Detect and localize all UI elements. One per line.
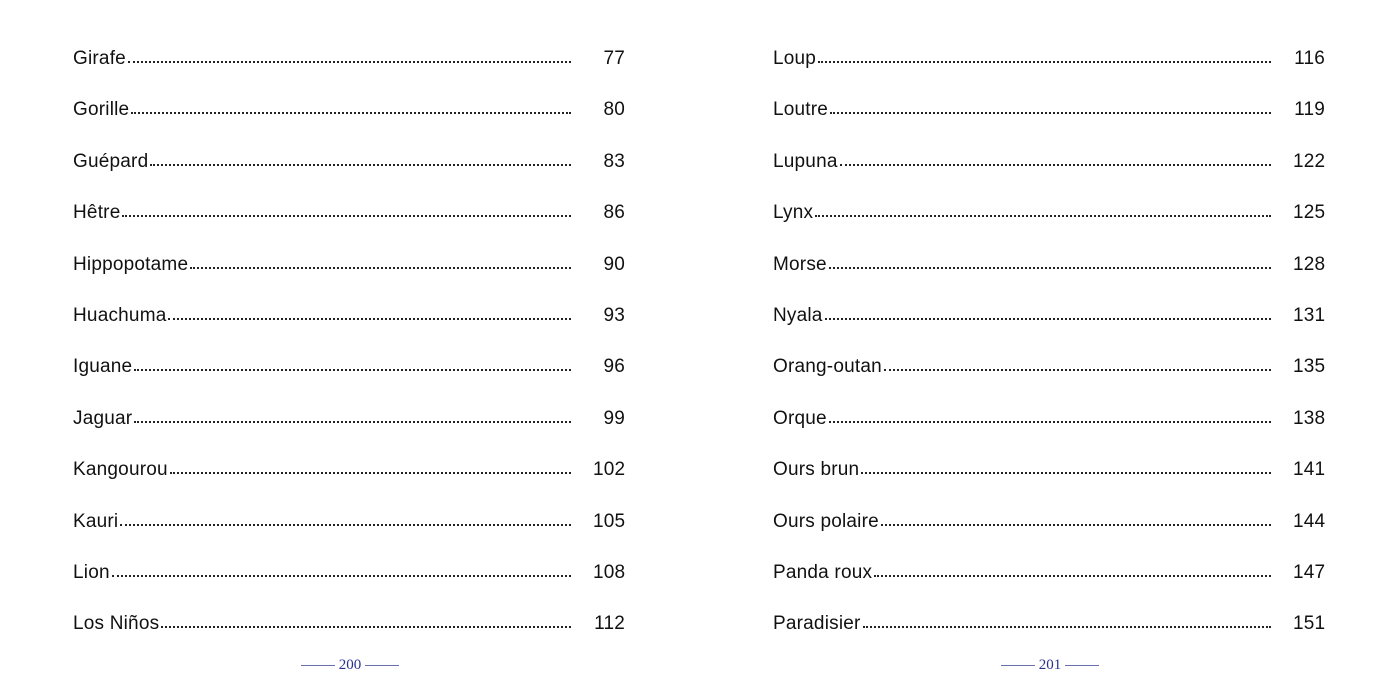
toc-entry-page-number: 77 bbox=[603, 48, 625, 69]
toc-entry-page-number: 119 bbox=[1294, 99, 1325, 121]
toc-entry-title: Ours brun bbox=[773, 459, 860, 481]
folio-rule-right bbox=[1065, 665, 1099, 666]
dot-leader bbox=[150, 163, 571, 166]
dot-leader bbox=[122, 214, 571, 217]
page-number-right: 201 bbox=[1038, 656, 1062, 673]
toc-entry bbox=[773, 290, 1325, 341]
toc-entry bbox=[773, 547, 1325, 598]
toc-entry bbox=[73, 290, 625, 341]
toc-entry-page-number: 147 bbox=[1293, 561, 1326, 583]
folio-rule-right bbox=[365, 665, 399, 666]
toc-entry-title: Ours polaire bbox=[773, 510, 879, 532]
dot-leader bbox=[861, 471, 1271, 474]
toc-entry-page-number: 86 bbox=[603, 202, 625, 224]
dot-leader bbox=[884, 368, 1271, 371]
toc-entry-page-number: 116 bbox=[1294, 48, 1325, 69]
toc-entry-page-number: 93 bbox=[603, 304, 625, 326]
dot-leader bbox=[830, 111, 1271, 114]
toc-entry-title: Orque bbox=[773, 407, 827, 429]
toc-entry-page-number: 102 bbox=[593, 459, 626, 481]
toc-entry bbox=[73, 187, 625, 238]
dot-leader bbox=[168, 317, 571, 320]
dot-leader bbox=[815, 214, 1271, 217]
toc-entry-page-number: 141 bbox=[1293, 459, 1326, 481]
toc-entry-page-number: 138 bbox=[1293, 407, 1326, 429]
dot-leader bbox=[120, 523, 571, 526]
toc-entry-title: Girafe bbox=[73, 48, 126, 69]
toc-entry-title: Los Niños bbox=[73, 613, 160, 635]
toc-entry-page-number: 105 bbox=[593, 510, 626, 532]
toc-entry bbox=[73, 239, 625, 290]
toc-entry-title: Guépard bbox=[73, 150, 149, 172]
toc-entry-title: Morse bbox=[773, 253, 827, 275]
toc-entry-title: Panda roux bbox=[773, 561, 873, 583]
toc-entry bbox=[773, 239, 1325, 290]
toc-entry-title: Lion bbox=[73, 561, 110, 583]
toc-entry-title: Hêtre bbox=[73, 202, 121, 224]
toc-entry-page-number: 131 bbox=[1293, 304, 1326, 326]
toc-entry-title: Kauri bbox=[73, 510, 119, 532]
toc-entry bbox=[73, 136, 625, 187]
dot-leader bbox=[863, 625, 1271, 628]
toc-entry-page-number: 122 bbox=[1293, 150, 1326, 172]
toc-entry bbox=[773, 33, 1325, 84]
toc-entry bbox=[73, 84, 625, 135]
folio-rule-left bbox=[301, 665, 335, 666]
dot-leader bbox=[840, 163, 1271, 166]
dot-leader bbox=[134, 420, 571, 423]
toc-entry-page-number: 128 bbox=[1293, 253, 1326, 275]
toc-entry-title: Jaguar bbox=[73, 407, 133, 429]
dot-leader bbox=[112, 574, 571, 577]
toc-entry-title: Iguane bbox=[73, 356, 133, 378]
toc-entry-title: Loutre bbox=[773, 99, 829, 121]
toc-entry-page-number: 144 bbox=[1293, 510, 1326, 532]
toc-entry bbox=[73, 341, 625, 392]
toc-entry-page-number: 112 bbox=[594, 613, 625, 635]
toc-entry-title: Lupuna bbox=[773, 150, 838, 172]
toc-entry-title: Orang-outan bbox=[773, 356, 882, 378]
toc-entry-page-number: 83 bbox=[603, 150, 625, 172]
dot-leader bbox=[874, 574, 1271, 577]
toc-entry-title: Huachuma bbox=[73, 304, 167, 326]
toc-entry-page-number: 90 bbox=[603, 253, 625, 275]
toc-entry-title: Loup bbox=[773, 48, 817, 69]
page-number-footer-left bbox=[300, 654, 400, 676]
toc-entry-title: Lynx bbox=[773, 202, 814, 224]
toc-entry-page-number: 108 bbox=[593, 561, 626, 583]
toc-list-left bbox=[73, 33, 625, 650]
dot-leader bbox=[829, 266, 1271, 269]
toc-entry bbox=[73, 598, 625, 649]
toc-entry bbox=[773, 393, 1325, 444]
toc-entry-title: Paradisier bbox=[773, 613, 861, 635]
dot-leader bbox=[128, 60, 571, 63]
toc-entry bbox=[73, 496, 625, 547]
toc-entry bbox=[773, 496, 1325, 547]
dot-leader bbox=[131, 111, 571, 114]
dot-leader bbox=[170, 471, 571, 474]
toc-entry-page-number: 80 bbox=[603, 99, 625, 121]
dot-leader bbox=[829, 420, 1271, 423]
toc-entry-title: Hippopotame bbox=[73, 253, 189, 275]
right-page bbox=[700, 0, 1400, 700]
page-number-footer-right bbox=[1000, 654, 1100, 676]
dot-leader bbox=[825, 317, 1271, 320]
toc-entry-title: Nyala bbox=[773, 304, 823, 326]
dot-leader bbox=[161, 625, 571, 628]
toc-entry bbox=[773, 444, 1325, 495]
dot-leader bbox=[881, 523, 1271, 526]
toc-entry bbox=[73, 33, 625, 84]
folio-rule-left bbox=[1001, 665, 1035, 666]
toc-entry bbox=[773, 136, 1325, 187]
dot-leader bbox=[134, 368, 571, 371]
toc-entry-page-number: 96 bbox=[603, 356, 625, 378]
toc-entry-title: Kangourou bbox=[73, 459, 168, 481]
toc-entry-title: Gorille bbox=[73, 99, 130, 121]
toc-entry bbox=[773, 187, 1325, 238]
toc-entry-page-number: 125 bbox=[1293, 202, 1326, 224]
toc-entry-page-number: 135 bbox=[1293, 356, 1326, 378]
toc-entry-page-number: 151 bbox=[1293, 613, 1326, 635]
toc-entry-page-number: 99 bbox=[603, 407, 625, 429]
toc-entry bbox=[73, 444, 625, 495]
toc-entry bbox=[73, 393, 625, 444]
dot-leader bbox=[818, 60, 1271, 63]
dot-leader bbox=[190, 266, 571, 269]
toc-list-right bbox=[773, 33, 1325, 650]
toc-entry bbox=[73, 547, 625, 598]
toc-entry bbox=[773, 84, 1325, 135]
page-number-left: 200 bbox=[338, 656, 362, 673]
toc-entry bbox=[773, 598, 1325, 649]
toc-entry bbox=[773, 341, 1325, 392]
